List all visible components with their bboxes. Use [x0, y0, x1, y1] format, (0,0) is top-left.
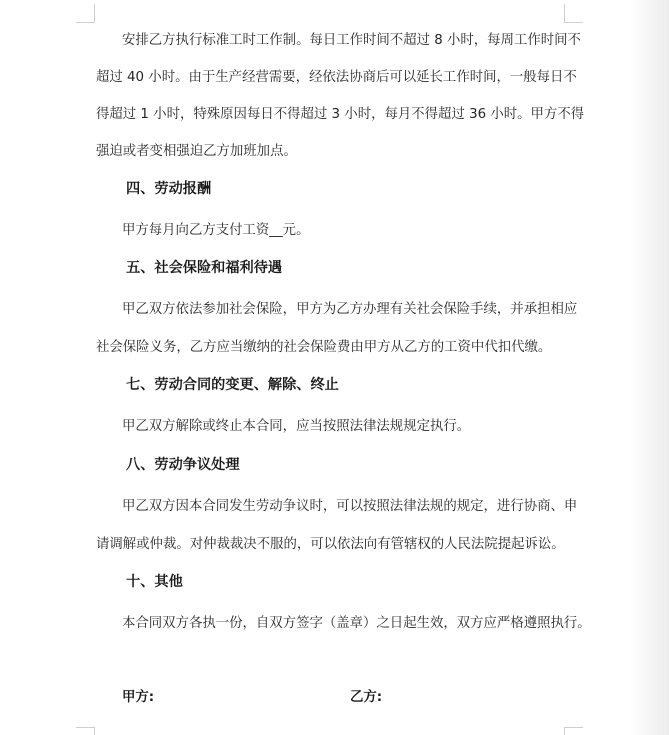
page-corner-mark	[564, 4, 583, 23]
section-heading-labor-disputes: 八、劳动争议处理	[126, 457, 240, 473]
paragraph-line: 安排乙方执行标准工时工作制。每日工作时间不超过 8 小时，每周工作时间不	[122, 33, 581, 48]
paragraph-line: 请调解或仲裁。对仲裁裁决不服的，可以依法向有管辖权的人民法院提起诉讼。	[96, 537, 565, 552]
section-heading-other: 十、其他	[126, 574, 183, 590]
signature-party-a-label: 甲方:	[122, 690, 155, 705]
section-heading-social-insurance: 五、社会保险和福利待遇	[126, 260, 283, 276]
paragraph-line: 社会保险义务，乙方应当缴纳的社会保险费由甲方从乙方的工资中代扣代缴。	[96, 340, 552, 355]
paragraph-line: 超过 40 小时。由于生产经营需要，经依法协商后可以延长工作时间，一般每日不	[96, 70, 577, 85]
paragraph-line: 甲乙双方解除或终止本合同，应当按照法律法规规定执行。	[122, 419, 471, 434]
page-edge-shadow	[629, 0, 669, 735]
page-corner-mark	[76, 727, 95, 735]
page-corner-mark	[76, 4, 95, 23]
paragraph-line: 得超过 1 小时，特殊原因每日不得超过 3 小时，每月不得超过 36 小时。甲方不得	[96, 107, 585, 122]
paragraph-line: 甲乙双方因本合同发生劳动争议时，可以按照法律法规的规定，进行协商、申	[122, 499, 578, 514]
paragraph-line: 甲方每月向乙方支付工资__元。	[122, 223, 310, 238]
page-corner-mark	[564, 727, 583, 735]
section-heading-contract-changes: 七、劳动合同的变更、解除、终止	[126, 377, 339, 393]
paragraph-line: 强迫或者变相强迫乙方加班加点。	[96, 144, 297, 159]
paragraph-line: 甲乙双方依法参加社会保险，甲方为乙方办理有关社会保险手续，并承担相应	[122, 302, 578, 317]
paragraph-line: 本合同双方各执一份，自双方签字（盖章）之日起生效，双方应严格遵照执行。	[122, 616, 591, 631]
signature-party-b-label: 乙方:	[350, 690, 383, 705]
section-heading-remuneration: 四、劳动报酬	[126, 181, 212, 197]
